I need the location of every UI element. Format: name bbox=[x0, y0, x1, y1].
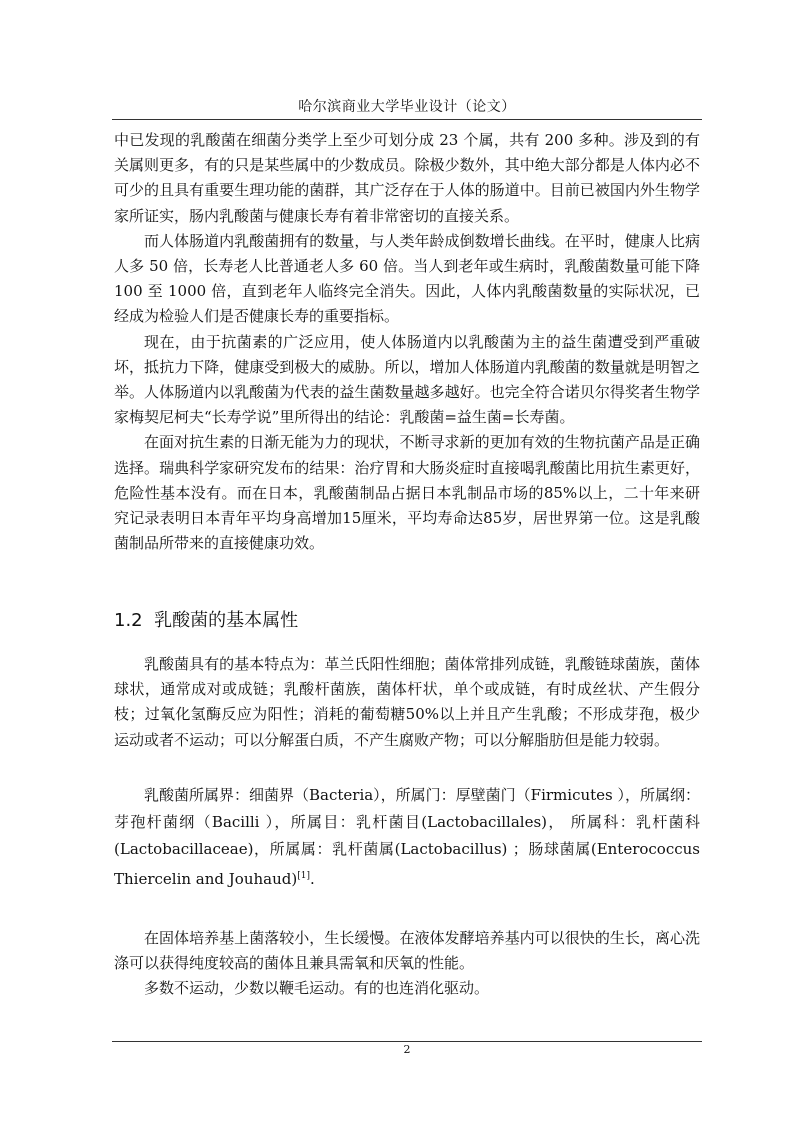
paragraph-3: 现在，由于抗菌素的广泛应用，使人体肠道内以乳酸菌为主的益生菌遭受到严重破坏，抵抗力下降，健康受到极大的威胁。所以，增加人体肠道内乳酸菌的数量就是明智之举。人体肠道内以乳酸菌为代表的益生菌数量越多越好。也完全符合诺贝尔得奖者生物学家梅契尼柯夫“长寿学说”里所得出的结论：乳酸菌=益生菌=长寿菌。 bbox=[114, 332, 700, 427]
page-number: 2 bbox=[403, 1043, 411, 1056]
closing-block bbox=[114, 926, 700, 1002]
paragraph-2: 而人体肠道内乳酸菌拥有的数量，与人类年龄成倒数增长曲线。在平时，健康人比病人多 50 倍，长寿老人比普通老人多 60 倍。当人到老年或生病时，乳酸菌数量可能下降 100 至 1000 倍，直到老年人临终完全消失。因此，人体内乳酸菌数量的实际状况，已经成为检验人们是否健康长寿的重要指标。 bbox=[114, 231, 700, 326]
closing-paragraph-2: 多数不运动，少数以鞭毛运动。有的也连消化驱动。 bbox=[144, 979, 490, 998]
paragraph-4: 在面对抗生素的日渐无能为力的现状，不断寻求新的更加有效的生物抗菌产品是正确选择。瑞典科学家研究发布的结果：治疗胃和大肠炎症时直接喝乳酸菌比用抗生素更好，危险性基本没有。而在日本，乳酸菌制品占据日本乳制品市场的85%以上，二十年来研究记录表明日本青年平均身高增加15厘米，平均寿命达85岁，居世界第一位。这是乳酸菌制品所带来的直接健康功效。 bbox=[114, 433, 700, 553]
page-header bbox=[112, 96, 702, 116]
closing-paragraph-1: 在固体培养基上菌落较小，生长缓慢。在液体发酵培养基内可以很快的生长，离心洗涤可以获得纯度较高的菌体且兼具需氧和厌氧的性能。 bbox=[114, 929, 700, 973]
properties-block bbox=[114, 652, 700, 753]
taxonomy-end: . bbox=[309, 870, 315, 888]
footer-rule bbox=[112, 1041, 702, 1042]
section-number: 1.2 bbox=[114, 610, 143, 631]
body-text bbox=[114, 128, 700, 556]
taxonomy-paragraph bbox=[114, 782, 700, 893]
taxonomy-block bbox=[114, 782, 700, 893]
section-title: 乳酸菌的基本属性 bbox=[154, 610, 299, 631]
header-rule bbox=[112, 119, 702, 120]
taxonomy-text: 乳酸菌所属界：细菌界（Bacteria），所属门：厚壁菌门（Firmicutes ），所属纲：芽孢杆菌纲（Bacilli ），所属目：乳杆菌目(Lactobacillales)， 所属科：乳杆菌科(Lactobacillaceae)，所属属：乳杆菌属(Lactobacillus) ；肠球菌属(Enterococcus Thiercelin and Jouhaud) bbox=[114, 786, 701, 888]
paragraph-1: 中已发现的乳酸菌在细菌分类学上至少可划分成 23 个属，共有 200 多种。涉及到的有关属则更多，有的只是某些属中的少数成员。除极少数外，其中绝大部分都是人体内必不可少的且具有重要生理功能的菌群，其广泛存在于人体的肠道中。目前已被国内外生物学家所证实，肠内乳酸菌与健康长寿有着非常密切的直接关系。 bbox=[114, 131, 700, 225]
properties-paragraph: 乳酸菌具有的基本特点为：革兰氏阳性细胞；菌体常排列成链，乳酸链球菌族，菌体球状，通常成对或成链；乳酸杆菌族，菌体杆状，单个或成链，有时成丝状、产生假分枝；过氧化氢酶反应为阳性；消耗的葡萄糖50%以上并且产生乳酸；不形成芽孢，极少运动或者不运动；可以分解蛋白质，不产生腐败产物；可以分解脂肪但是能力较弱。 bbox=[114, 655, 700, 749]
header-title: 哈尔滨商业大学毕业设计（论文） bbox=[298, 99, 516, 115]
citation-ref: [1] bbox=[297, 871, 310, 881]
section-heading bbox=[114, 606, 298, 632]
